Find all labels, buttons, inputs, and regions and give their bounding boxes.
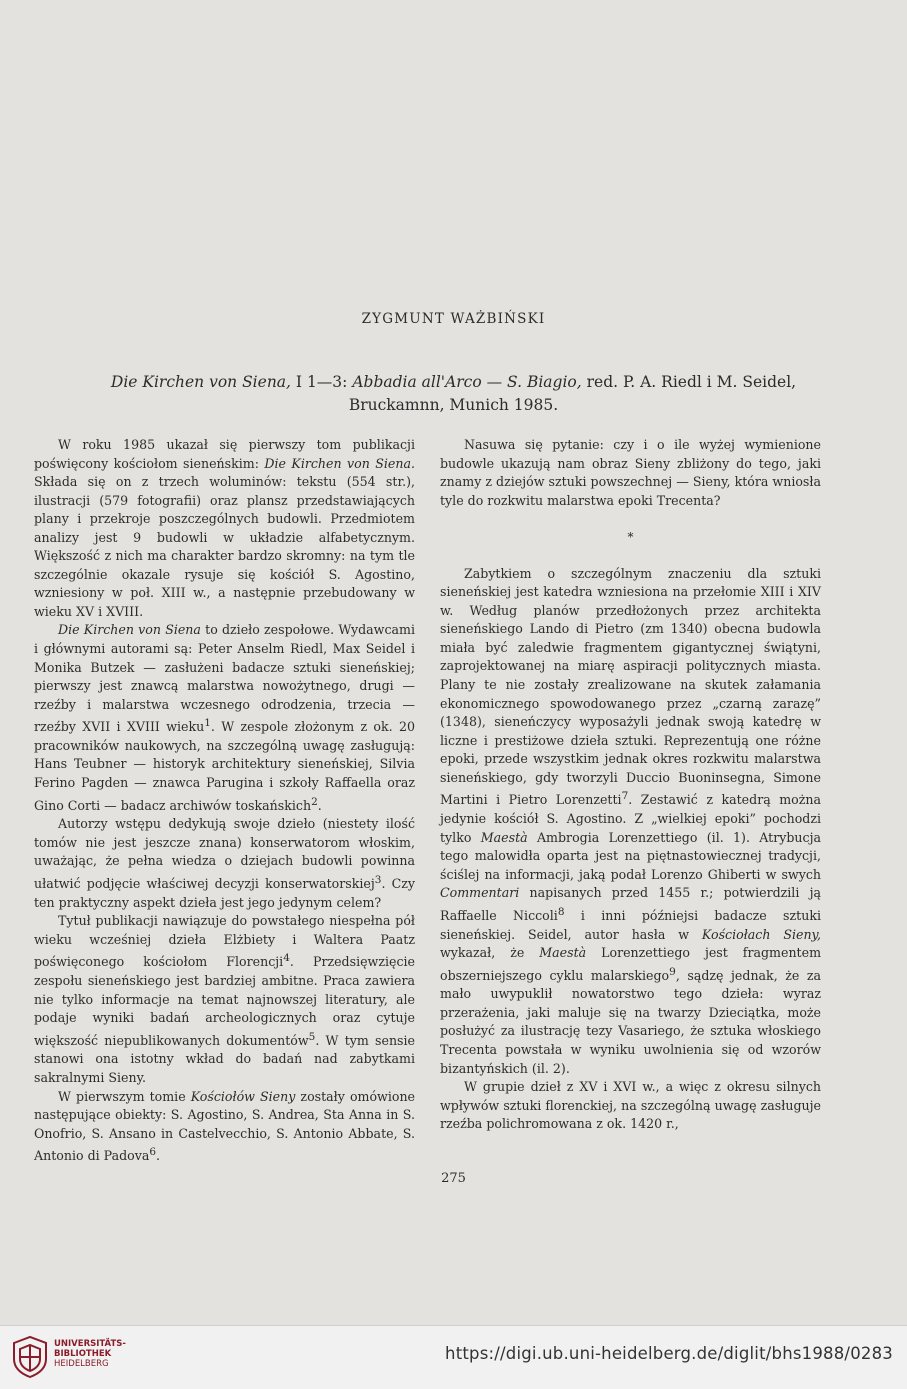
university-seal-icon [10, 1335, 50, 1379]
italic-title: Die Kirchen von Siena. [264, 455, 415, 471]
footnote-ref: 2 [311, 795, 318, 808]
permalink-url[interactable]: https://digi.ub.uni-heidelberg.de/diglit/bhs1988/0283 [445, 1344, 893, 1363]
text-run: zostały omówione następujące obiekty: S. Agostino, S. Andrea, Sta Anna in S. Onofrio, S. Ansano in Castelvecchio, S. Antonio Abbate, S. Antonio di Padova [34, 1088, 416, 1164]
library-name-line: BIBLIOTHEK [54, 1349, 112, 1359]
library-name[interactable] [54, 1339, 126, 1369]
book-volume: I 1—3: [290, 373, 353, 391]
paragraph: Nasuwa się pytanie: czy i o ile wyżej wymienione budowle ukazują nam obraz Sieny zbliżony do tego, jaki znamy z dziejów sztuki powszechnej — Sieny, która wniosła tyle do rozkwitu malarstwa epoki Trecenta? [440, 437, 821, 508]
text-run: . Czy ten praktyczny aspekt dzieła jest jego jedynym celem? [34, 876, 415, 910]
text-run: Lorenzettiego jest fragmentem obszerniejszego cyklu malarskiego [440, 945, 822, 983]
text-run: . W zespole złożonym z ok. 20 pracowników naukowych, na szczególną uwagę zasługują: Hans Teubner — historyk architektury sieneńskiej, Silvia Ferino Pagden — znawca Parugina i szkoły Raffaella oraz Gino Corti — badacz archiwów toskańskich [34, 719, 415, 813]
italic-title: Maestà [480, 829, 528, 845]
paragraph: W grupie dzieł z XV i XVI w., a więc z okresu silnych wpływów sztuki florenckiej, na szczególną uwagę zasługuje rzeźba polichromowana z ok. 1420 r., [440, 1079, 821, 1132]
text-run: , sądzę jednak, że za mało uwypuklił nowatorstwo tego dzieła: wyraz przerażenia, jaki maluje się na twarzy Dzieciątka, może posłużyć za ilustrację tezy Vasariego, że sztuka włoskiego Trecenta powstała w wyniku uwolnienia się od wzorów bizantyńskich (il. 2). [440, 967, 821, 1076]
text-run: wykazał, że [440, 945, 540, 961]
text-run: . W tym sensie stanowi ona istotny wkład do badań nad zabytkami sakralnymi Sieny. [34, 1032, 416, 1085]
book-subtitle: Abbadia all'Arco — S. Biagio, [352, 373, 582, 391]
paragraph [34, 815, 415, 912]
text-run: Autorzy wstępu dedykują swoje dzieło (niestety ilość tomów nie jest jeszcze znana) konserwatorom włoskim, uważając, że pełna wiedza o dziejach budowli powinna ułatwić podjęcie właściwej decyzji konserwatorskiej [34, 816, 415, 892]
footnote-ref: 6 [149, 1146, 157, 1159]
footnote-ref: 1 [204, 717, 211, 730]
book-title: Die Kirchen von Siena, [110, 373, 291, 391]
text-run: . Przedsięwzięcie zespołu sieneńskiego jest bardziej ambitne. Praca zawiera nie tylko informacje na temat najnowszej literatury, ale podaje wyniki badań archeologicznych oraz cytuje większość niepublikowanych dokumentów [34, 954, 415, 1048]
italic-title: Kościołów Sieny [190, 1088, 296, 1104]
text-run: . [317, 797, 322, 813]
text-run: W roku 1985 ukazał się pierwszy tom publikacji poświęcony kościołom sieneńskim: [34, 437, 415, 471]
footnote-ref: 9 [669, 965, 676, 978]
book-editors: red. P. A. Riedl i M. Seidel, [581, 373, 797, 391]
footnote-ref: 8 [557, 905, 565, 918]
right-column [440, 436, 821, 1134]
footnote-ref: 5 [308, 1030, 316, 1043]
library-name-line: HEIDELBERG [54, 1359, 109, 1369]
book-publisher: Bruckamnn, Munich 1985. [348, 396, 559, 414]
paragraph [34, 621, 415, 815]
text-run: napisanych przed 1455 r.; potwierdzili ją Raffaelle Niccoli [440, 885, 821, 923]
viewer-footer [0, 1325, 907, 1389]
text-run: Zabytkiem o szczególnym znaczeniu dla sztuki sieneńskiej jest katedra wzniesiona na przełomie XIII i XIV w. Według planów przedłożonych przez architekta sieneńskiego Lando di Pietro (zm 1340) obecna budowla miała być zaledwie fragmentem gigantycznej świątyni, zaprojektowanej na miarę aspiracji politycznych miasta. Plany te nie zostały zrealizowane na skutek załamania ekonomicznego spowodowanego przez „czarną zarazę” (1348), sieneńczycy wyposażyli jednak swoją katedrę w liczne i prestiżowe dzieła sztuki. Reprezentują one różne epoki, przede wszystkim jednak okres rozkwitu malarstwa sieneńskiego, gdy tworzyli Duccio Buoninsegna, Simone Martini i Pietro Lorenzetti [440, 565, 821, 808]
paragraph [34, 912, 415, 1087]
italic-title: Die Kirchen von Siena [58, 622, 201, 638]
text-run: to dzieło zespołowe. Wydawcami i głównymi autorami są: Peter Anselm Riedl, Max Seidel i Monika Butzek — zasłużeni badacze sztuki sieneńskiej; pierwszy jest znawcą malarstwa nowożytnego, drugi — rzeźby i malarstwa wczesnego odrodzenia, trzecia — rzeźby XVII i XVIII wieku [34, 622, 415, 735]
italic-title: Maestà [539, 945, 587, 961]
paragraph [34, 436, 415, 621]
footnote-ref: 4 [283, 952, 290, 965]
text-run: . Zestawić z katedrą można jedynie kościół S. Agostino. Z „wielkiej epoki” pochodzi tylko [440, 792, 821, 845]
book-reference [40, 371, 867, 417]
text-run: Tytuł publikacji nawiązuje do powstałego niespełna pół wieku wcześniej dzieła Elżbiety i Waltera Paatz poświęconego kościołom Florencji [34, 913, 415, 970]
footnote-ref: 7 [621, 790, 629, 803]
paragraph [440, 565, 821, 1078]
left-column [34, 436, 415, 1166]
text-run: Ambrogia Lorenzettiego (il. 1). Atrybucja tego malowidła oparta jest na piętnastowiecznej tradycji, ściślej na informacji, jaką podał Lorenzo Ghiberti w swych [440, 829, 822, 882]
text-run: Składa się on z trzech woluminów: tekstu (554 str.), ilustracji (579 fotografii) oraz plansz przedstawiających plany i przekroje poszczególnych budowli. Przedmiotem analizy jest 9 budowli w układzie alfabetycznym. Większość z nich ma charakter bardzo skromny: na tym tle szczególnie okazale rysuje się kościół S. Agostino, wzniesiony w poł. XIII w., a następnie przebudowany w wieku XV i XVIII. [34, 474, 415, 619]
italic-title: Commentari [440, 885, 520, 901]
section-separator: * [627, 530, 634, 545]
page-number: 275 [441, 1171, 466, 1186]
library-name-line: UNIVERSITÄTS- [54, 1339, 126, 1349]
italic-title: Kościołach Sieny, [701, 926, 822, 942]
text-run: i inni późniejsi badacze sztuki sieneńskiej. Seidel, autor hasła w [440, 907, 821, 942]
text-run: W pierwszym tomie [58, 1088, 191, 1104]
article-author: ZYGMUNT WAŻBIŃSKI [361, 311, 546, 327]
text-run: . [156, 1148, 161, 1164]
footnote-ref: 3 [374, 873, 382, 886]
paragraph [34, 1088, 415, 1166]
